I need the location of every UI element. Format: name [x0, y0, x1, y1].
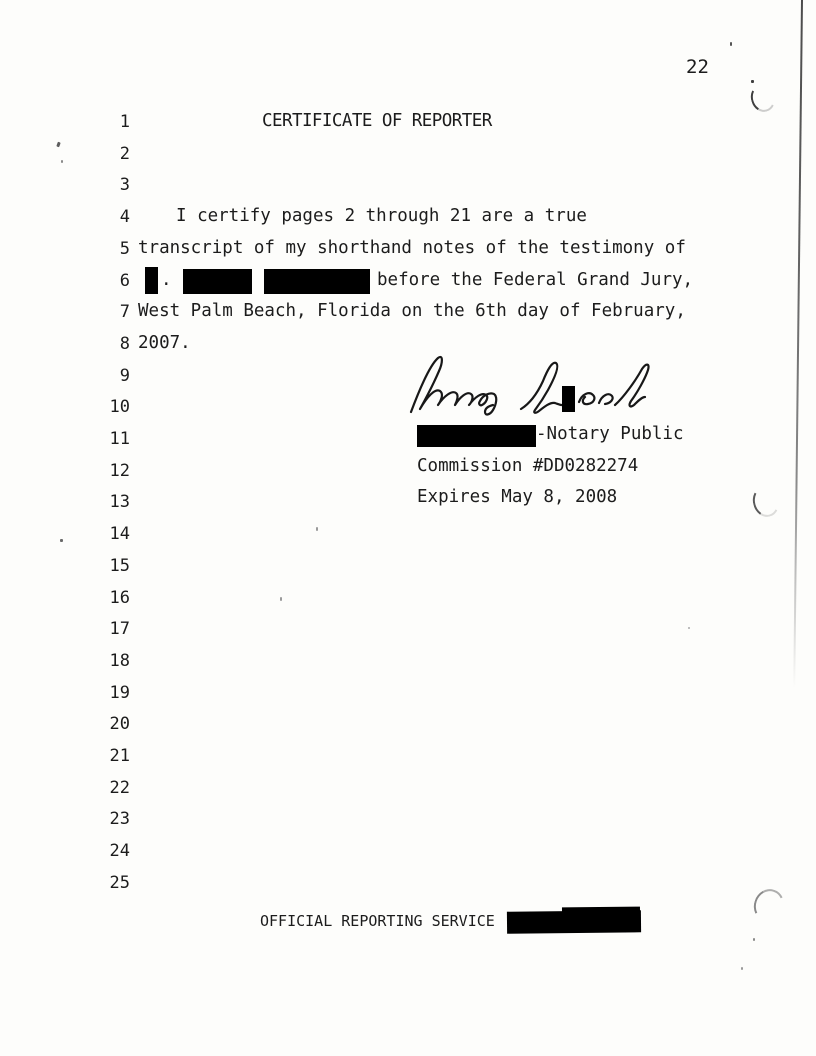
body-line-5: transcript of my shorthand notes of the testimony of	[138, 238, 686, 258]
line-number: 1	[119, 112, 130, 132]
redaction-initial	[145, 267, 158, 294]
redaction-footer-top-edge	[562, 907, 640, 916]
scan-paren-mark-top	[748, 81, 779, 115]
scan-speck	[688, 627, 690, 629]
scan-speck	[753, 938, 755, 941]
redaction-notary-name	[417, 425, 536, 447]
line-number: 11	[109, 429, 130, 449]
line-number: 18	[109, 650, 130, 671]
line-number: 6	[119, 270, 130, 291]
signature-stroke-first-name	[411, 357, 496, 415]
scan-paren-mark-middle	[750, 483, 783, 519]
line-number: 24	[109, 841, 130, 862]
line-number: 25	[109, 872, 130, 893]
notary-commission: Commission #DD0282274	[417, 456, 639, 476]
body-line-7: West Palm Beach, Florida on the 6th day of February,	[138, 301, 686, 321]
line-number: 9	[119, 365, 130, 386]
page-number: 22	[686, 56, 709, 78]
signature-stroke-last-name-end	[579, 365, 649, 407]
signature-stroke-last-name	[521, 363, 562, 413]
notary-title: -Notary Public	[536, 424, 684, 444]
line-number: 20	[109, 714, 130, 735]
line-number: 4	[119, 207, 130, 228]
signature-redaction-box	[562, 386, 575, 412]
line-number: 10	[109, 397, 130, 418]
scan-speck	[751, 80, 754, 83]
line-number: 2	[119, 143, 130, 164]
line-number: 16	[109, 587, 130, 608]
scan-speck	[61, 160, 63, 163]
body-line-6-period: .	[161, 270, 172, 290]
scan-edge-line	[793, 0, 803, 688]
line-number: 21	[109, 746, 130, 766]
line-number: 3	[119, 175, 130, 196]
signature-image	[403, 350, 673, 418]
scan-speck	[60, 539, 63, 542]
scan-speck	[316, 527, 318, 531]
line-number: 14	[109, 524, 130, 545]
line-number: 8	[119, 333, 130, 354]
scan-speck	[741, 967, 743, 970]
notary-expiration: Expires May 8, 2008	[417, 487, 618, 507]
line-number: 23	[109, 809, 130, 830]
line-number: 7	[119, 302, 130, 323]
scan-speck	[56, 142, 61, 148]
line-number: 12	[109, 460, 130, 481]
line-number: 17	[109, 619, 130, 640]
line-number: 5	[119, 238, 130, 259]
line-number: 22	[109, 777, 130, 798]
redaction-last-name	[264, 269, 370, 294]
scan-paren-mark-bottom	[750, 885, 789, 926]
body-line-4: I certify pages 2 through 21 are a true	[176, 206, 587, 226]
scan-speck	[280, 597, 282, 601]
scan-speck	[730, 42, 732, 46]
footer-reporting-service: OFFICIAL REPORTING SERVICE	[260, 912, 495, 930]
body-line-6-tail: before the Federal Grand Jury,	[377, 270, 694, 290]
redaction-first-name	[183, 269, 252, 294]
body-line-8: 2007.	[138, 333, 191, 353]
line-number: 19	[109, 682, 130, 703]
line-number: 13	[109, 492, 130, 513]
line-number: 15	[109, 555, 130, 576]
page-title: CERTIFICATE OF REPORTER	[262, 111, 492, 131]
